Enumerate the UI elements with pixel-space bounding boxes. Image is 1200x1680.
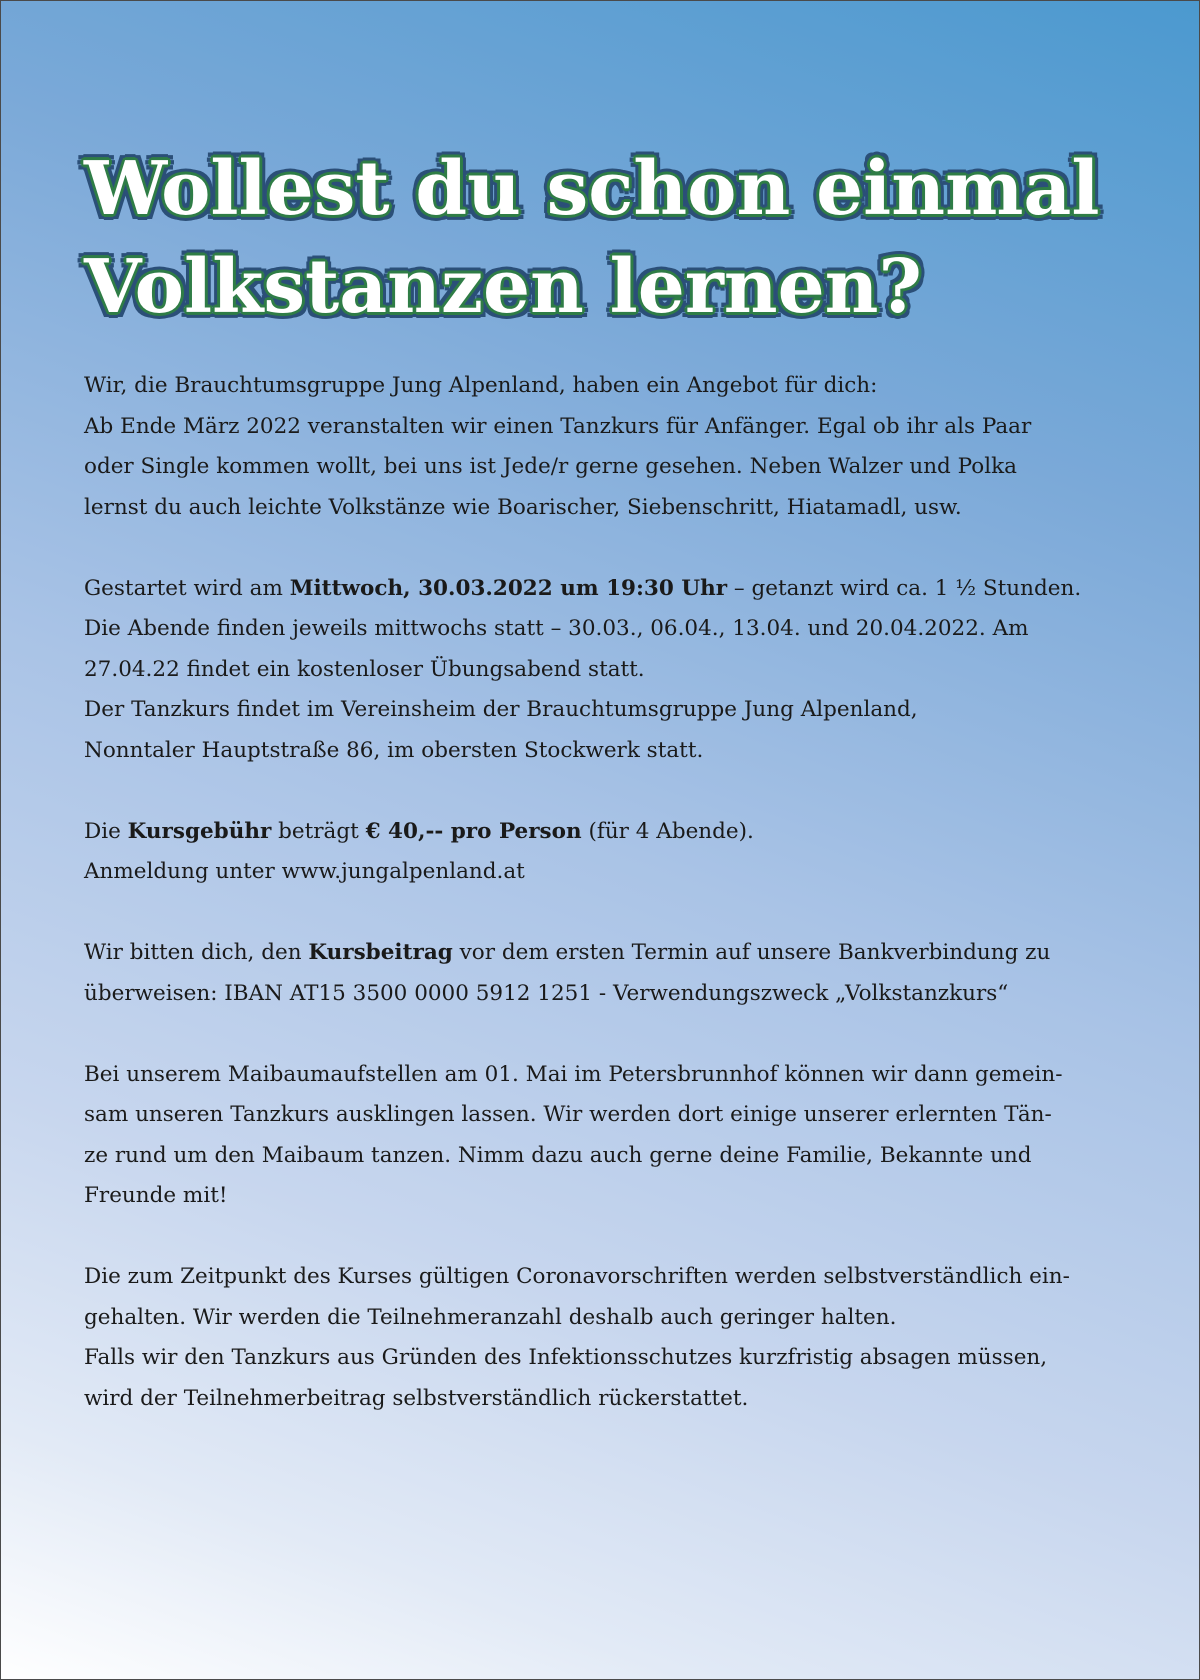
registration-line: Anmeldung unter www.jungalpenland.at xyxy=(84,859,525,884)
headline-line-2: Volkstanzen lernen? xyxy=(84,244,922,330)
maibaum-line: Bei unserem Maibaumaufstellen am 01. Mai im Petersbrunnhof können wir dann gemein- xyxy=(84,1061,1063,1087)
iban-line: überweisen: IBAN AT15 3500 0000 5912 1251 - Verwendungszweck „Volkstanzkurs“ xyxy=(84,980,1009,1006)
payment-suffix: vor dem ersten Termin auf unsere Bankverbindung zu xyxy=(452,940,1051,965)
schedule-start-prefix: Gestartet wird am xyxy=(84,575,290,601)
payment-line xyxy=(84,933,1124,974)
fee-prefix: Die xyxy=(84,818,128,844)
payment-prefix: Wir bitten dich, den xyxy=(84,940,309,965)
maibaum-line: ze rund um den Maibaum tanzen. Nimm dazu auch gerne deine Familie, Bekannte und xyxy=(84,1142,1032,1168)
fee-label: Kursgebühr xyxy=(127,818,272,844)
intro-line: lernst du auch leichte Volkstänze wie Boarischer, Siebenschritt, Hiatamadl, usw. xyxy=(84,494,962,520)
corona-line: gehalten. Wir werden die Teilnehmeranzahl deshalb auch geringer halten. xyxy=(84,1304,897,1330)
corona-line: Die zum Zeitpunkt des Kurses gültigen Coronavorschriften werden selbstverständlich ein- xyxy=(84,1264,1070,1289)
intro-line: oder Single kommen wollt, bei uns ist Jede/r gerne gesehen. Neben Walzer und Polka xyxy=(84,454,1017,479)
corona-line: Falls wir den Tanzkurs aus Gründen des Infektionsschutzes kurzfristig absagen müssen, xyxy=(84,1345,1048,1370)
payment-paragraph xyxy=(84,933,1124,1014)
payment-label: Kursbeitrag xyxy=(308,940,453,965)
schedule-start-line xyxy=(84,569,1124,610)
body-text xyxy=(84,366,1124,1460)
fee-line xyxy=(84,812,1124,853)
headline xyxy=(84,140,1134,336)
schedule-line: Der Tanzkurs findet im Vereinsheim der Brauchtumsgruppe Jung Alpenland, xyxy=(84,697,918,722)
schedule-line: Nonntaler Hauptstraße 86, im obersten Stockwerk statt. xyxy=(84,737,704,763)
fee-paragraph xyxy=(84,812,1124,893)
schedule-line: 27.04.22 findet ein kostenloser Übungsabend statt. xyxy=(84,656,645,682)
fee-mid: beträgt xyxy=(271,818,366,844)
intro-line: Wir, die Brauchtumsgruppe Jung Alpenland, haben ein Angebot für dich: xyxy=(84,373,878,398)
maibaum-line: Freunde mit! xyxy=(84,1183,228,1208)
headline-line-1: Wollest du schon einmal xyxy=(84,146,1100,232)
maibaum-paragraph xyxy=(84,1055,1124,1217)
maibaum-line: sam unseren Tanzkurs ausklingen lassen. Wir werden dort einige unserer erlernten Tän- xyxy=(84,1102,1052,1127)
intro-line: Ab Ende März 2022 veranstalten wir einen Tanzkurs für Anfänger. Egal ob ihr als Paar xyxy=(84,413,1032,439)
schedule-paragraph xyxy=(84,569,1124,772)
intro-paragraph xyxy=(84,366,1124,528)
schedule-start-suffix: – getanzt wird ca. 1 ½ Stunden. xyxy=(727,575,1082,601)
fee-suffix: (für 4 Abende). xyxy=(581,818,754,844)
schedule-line: Die Abende finden jeweils mittwochs statt – 30.03., 06.04., 13.04. und 20.04.2022. Am xyxy=(84,616,1029,641)
schedule-start-date: Mittwoch, 30.03.2022 um 19:30 Uhr xyxy=(289,575,728,601)
corona-paragraph xyxy=(84,1257,1124,1419)
fee-amount: € 40,-- pro Person xyxy=(365,818,582,844)
corona-line: wird der Teilnehmerbeitrag selbstverständlich rückerstattet. xyxy=(84,1385,749,1411)
